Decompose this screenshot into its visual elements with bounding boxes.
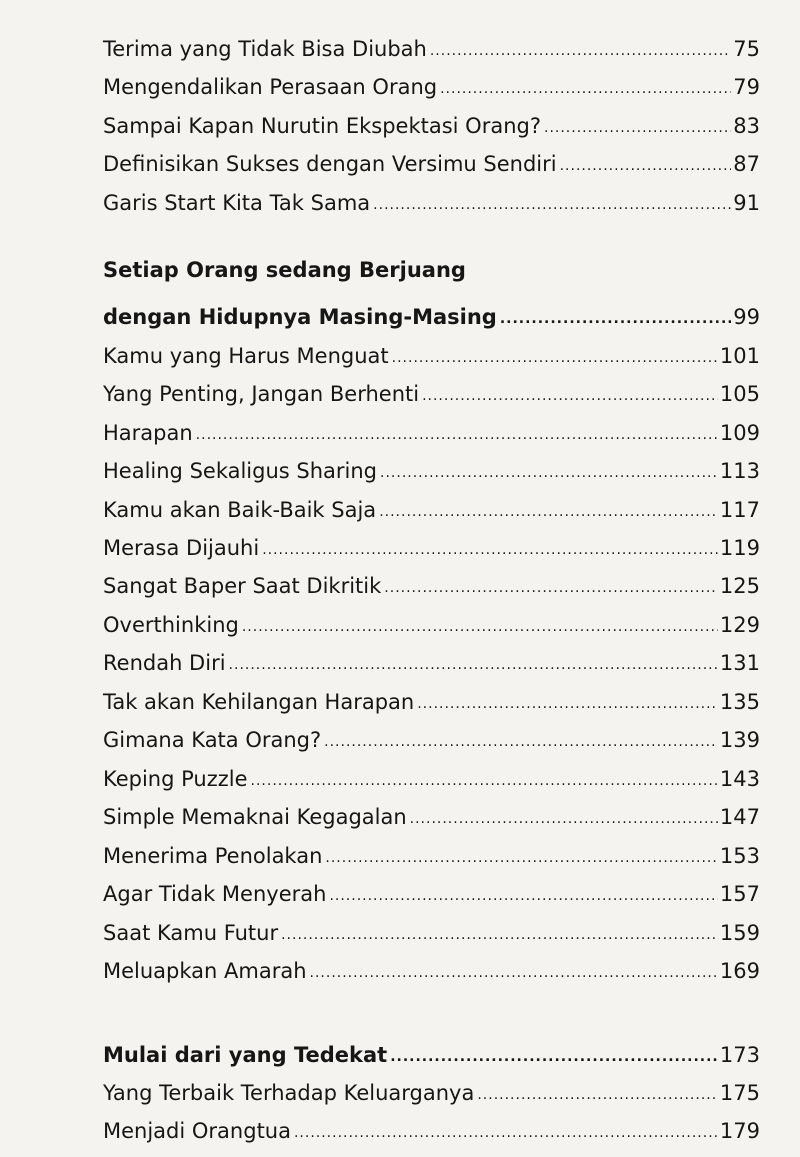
- toc-entry: [103, 792, 760, 828]
- toc-entry: [103, 139, 760, 175]
- toc-entry-title: Merasa Dijauhi: [103, 536, 260, 560]
- toc-entry-page: 87: [733, 152, 760, 176]
- toc-entry-title: Meluapkan Amarah: [103, 959, 307, 983]
- dot-leader: [560, 159, 732, 173]
- toc-entry: [103, 638, 760, 674]
- toc-entry-page: 101: [719, 344, 760, 368]
- toc-entry-title: Menerima Penolakan: [103, 844, 323, 868]
- toc-entry-page: 131: [719, 651, 760, 675]
- toc-entry-title: Agar Tidak Menyerah: [103, 882, 327, 906]
- toc-entry: [103, 62, 760, 98]
- toc-entry-title: Terima yang Tidak Bisa Diubah: [103, 37, 427, 61]
- toc-entry: [103, 1106, 760, 1142]
- toc-entry-title: Healing Sekaligus Sharing: [103, 459, 378, 483]
- toc-entry-page: 113: [719, 459, 760, 483]
- toc-entry-title: Definisikan Sukses dengan Versimu Sendiri: [103, 152, 557, 176]
- toc-entry-title: Overthinking: [103, 613, 239, 637]
- dot-leader: [392, 351, 718, 365]
- dot-leader: [380, 466, 718, 480]
- toc-entry-title: Saat Kamu Futur: [103, 921, 279, 945]
- toc-entry: [103, 754, 760, 790]
- toc-entry-page: 169: [719, 959, 760, 983]
- section-heading-page: 99: [733, 305, 760, 329]
- dot-leader: [417, 697, 718, 711]
- toc-entry-page: 119: [719, 536, 760, 560]
- section-heading-entry: [103, 292, 760, 328]
- dot-leader: [242, 620, 718, 634]
- toc-entry-page: 129: [719, 613, 760, 637]
- dot-leader: [294, 1126, 718, 1140]
- toc-entry: [103, 408, 760, 444]
- toc-entry-page: 179: [719, 1119, 760, 1143]
- dot-leader: [196, 428, 718, 442]
- toc-entry-title: Yang Terbaik Terhadap Keluarganya: [103, 1081, 475, 1105]
- toc-entry-page: 139: [719, 728, 760, 752]
- dot-leader: [440, 82, 731, 96]
- toc-entry: [103, 446, 760, 482]
- dot-leader: [251, 774, 718, 788]
- toc-entry-page: 117: [719, 498, 760, 522]
- toc-entry: [103, 677, 760, 713]
- dot-leader: [310, 966, 718, 980]
- dot-leader: [430, 44, 731, 58]
- toc-entry: [103, 1068, 760, 1104]
- dot-leader: [544, 121, 731, 135]
- toc-entry-page: 143: [719, 767, 760, 791]
- toc-entry: [103, 485, 760, 521]
- toc-entry-title: Simple Memaknai Kegagalan: [103, 805, 407, 829]
- toc-entry-page: 83: [733, 114, 760, 138]
- toc-entry: [103, 369, 760, 405]
- dot-leader: [325, 851, 718, 865]
- dot-leader: [500, 312, 731, 326]
- toc-entry-page: 105: [719, 382, 760, 406]
- dot-leader: [384, 581, 718, 595]
- toc-entry-page: 157: [719, 882, 760, 906]
- toc-entry: [103, 600, 760, 636]
- section-heading: Setiap Orang sedang Berjuang: [103, 258, 466, 282]
- toc-entry-title: Garis Start Kita Tak Sama: [103, 191, 371, 215]
- toc-entry-title: Gimana Kata Orang?: [103, 728, 322, 752]
- toc-entry: [103, 869, 760, 905]
- toc-entry: [103, 831, 760, 867]
- section-heading-title: Mulai dari yang Tedekat: [103, 1043, 388, 1067]
- toc-entry-title: Keping Puzzle: [103, 767, 248, 791]
- toc-entry-page: 159: [719, 921, 760, 945]
- dot-leader: [477, 1088, 718, 1102]
- dot-leader: [422, 389, 718, 403]
- toc-entry-page: 109: [719, 421, 760, 445]
- toc-entry-page: 75: [733, 37, 760, 61]
- dot-leader: [373, 198, 731, 212]
- toc-entry-title: Yang Penting, Jangan Berhenti: [103, 382, 420, 406]
- dot-leader: [324, 735, 718, 749]
- toc-entry-page: 125: [719, 574, 760, 598]
- toc-entry-page: 147: [719, 805, 760, 829]
- toc-entry-page: 135: [719, 690, 760, 714]
- toc-entry-title: Tak akan Kehilangan Harapan: [103, 690, 415, 714]
- toc-entry-title: Rendah Diri: [103, 651, 226, 675]
- toc-entry-title: Menjadi Orangtua: [103, 1119, 291, 1143]
- toc-entry-page: 153: [719, 844, 760, 868]
- dot-leader: [379, 505, 718, 519]
- dot-leader: [262, 543, 718, 557]
- toc-entry-title: Sampai Kapan Nurutin Ekspektasi Orang?: [103, 114, 541, 138]
- toc-entry: [103, 331, 760, 367]
- toc-entry-title: Mengendalikan Perasaan Orang: [103, 75, 438, 99]
- toc-entry: [103, 101, 760, 137]
- toc-entry: [103, 178, 760, 214]
- toc-entry: [103, 24, 760, 60]
- section-heading-entry: [103, 1030, 760, 1066]
- dot-leader: [281, 928, 718, 942]
- toc-entry-page: 79: [733, 75, 760, 99]
- toc-entry-title: Kamu akan Baik-Baik Saja: [103, 498, 377, 522]
- toc-entry: [103, 715, 760, 751]
- toc-entry: [103, 946, 760, 982]
- dot-leader: [229, 658, 718, 672]
- toc-entry: [103, 561, 760, 597]
- section-heading-title: dengan Hidupnya Masing-Masing: [103, 305, 497, 329]
- toc-entry: [103, 523, 760, 559]
- toc-entry-title: Harapan: [103, 421, 193, 445]
- toc-entry-page: 91: [733, 191, 760, 215]
- dot-leader: [390, 1050, 718, 1064]
- toc-entry-page: 175: [719, 1081, 760, 1105]
- section-heading-page: 173: [719, 1043, 760, 1067]
- dot-leader: [410, 812, 718, 826]
- toc-entry-title: Sangat Baper Saat Dikritik: [103, 574, 382, 598]
- toc-entry-title: Kamu yang Harus Menguat: [103, 344, 389, 368]
- dot-leader: [329, 889, 717, 903]
- toc-entry: [103, 908, 760, 944]
